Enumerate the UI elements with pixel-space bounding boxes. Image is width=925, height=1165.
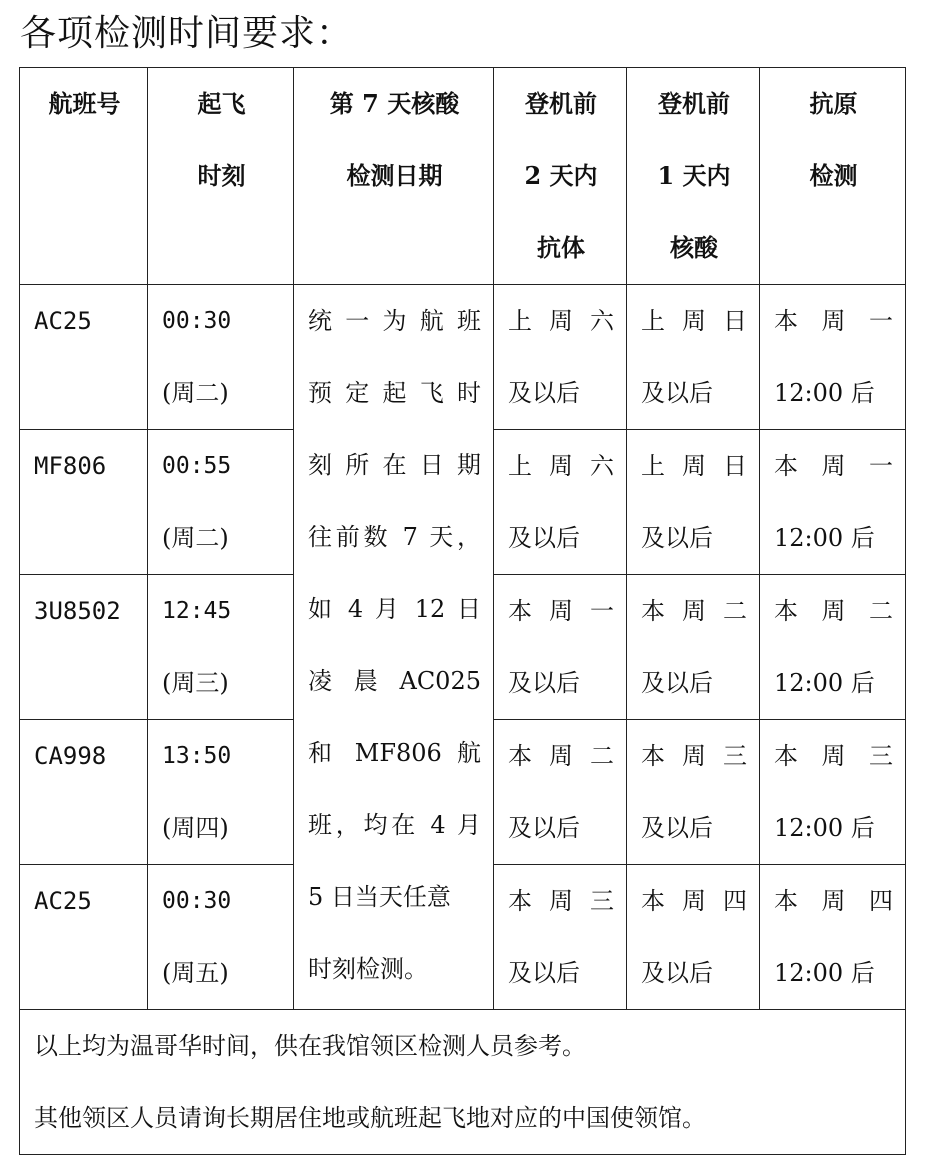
table-row — [20, 285, 906, 430]
page-title: 各项检测时间要求： — [20, 13, 354, 54]
departure-time: 13:50 (周四) — [148, 720, 294, 865]
note-line: 以上均为温哥华时间，供在我馆领区检测人员参考。 — [34, 1032, 586, 1060]
antibody-deadline: 本周三 及以后 — [494, 865, 627, 1010]
notes-cell — [20, 1010, 906, 1155]
nucleic-deadline: 本周四 及以后 — [627, 865, 760, 1010]
flight-number: 3U8502 — [20, 575, 148, 720]
header-flight: 航班号 — [20, 68, 148, 285]
testing-schedule-table — [19, 67, 906, 1155]
antigen-deadline: 本 周 三 12:00 后 — [760, 720, 906, 865]
antigen-deadline: 本 周 一 12:00 后 — [760, 285, 906, 430]
departure-time: 00:30 (周五) — [148, 865, 294, 1010]
antigen-deadline: 本 周 一 12:00 后 — [760, 430, 906, 575]
nucleic-deadline: 上周日 及以后 — [627, 285, 760, 430]
antigen-deadline: 本 周 四 12:00 后 — [760, 865, 906, 1010]
departure-time: 00:55 (周二) — [148, 430, 294, 575]
flight-number: CA998 — [20, 720, 148, 865]
departure-time: 00:30 (周二) — [148, 285, 294, 430]
header-antibody: 登机前 2 天内 抗体 — [494, 68, 627, 285]
antibody-deadline: 本周一 及以后 — [494, 575, 627, 720]
header-day7-nucleic: 第 7 天核酸 检测日期 — [294, 68, 494, 285]
header-antigen: 抗原 检测 — [760, 68, 906, 285]
nucleic-deadline: 本周三 及以后 — [627, 720, 760, 865]
header-departure-time: 起飞 时刻 — [148, 68, 294, 285]
nucleic-deadline: 本周二 及以后 — [627, 575, 760, 720]
nucleic-deadline: 上周日 及以后 — [627, 430, 760, 575]
antigen-deadline: 本 周 二 12:00 后 — [760, 575, 906, 720]
note-line: 其他领区人员请询长期居住地或航班起飞地对应的中国使领馆。 — [34, 1104, 706, 1132]
departure-time: 12:45 (周三) — [148, 575, 294, 720]
antibody-deadline: 上周六 及以后 — [494, 430, 627, 575]
antibody-deadline: 本周二 及以后 — [494, 720, 627, 865]
header-nucleic: 登机前 1 天内 核酸 — [627, 68, 760, 285]
flight-number: AC25 — [20, 285, 148, 430]
flight-number: MF806 — [20, 430, 148, 575]
header-row — [20, 68, 906, 285]
flight-number: AC25 — [20, 865, 148, 1010]
notes-row — [20, 1010, 906, 1155]
antibody-deadline: 上周六 及以后 — [494, 285, 627, 430]
day7-rule-text: 统一为航班 预定起飞时 刻所在日期 往前数 7 天， 如 4 月 12 日 凌 晨 AC025 和 MF806 航 班，均在 4 月 5 日当天任意 时刻检测。 — [294, 285, 494, 1010]
